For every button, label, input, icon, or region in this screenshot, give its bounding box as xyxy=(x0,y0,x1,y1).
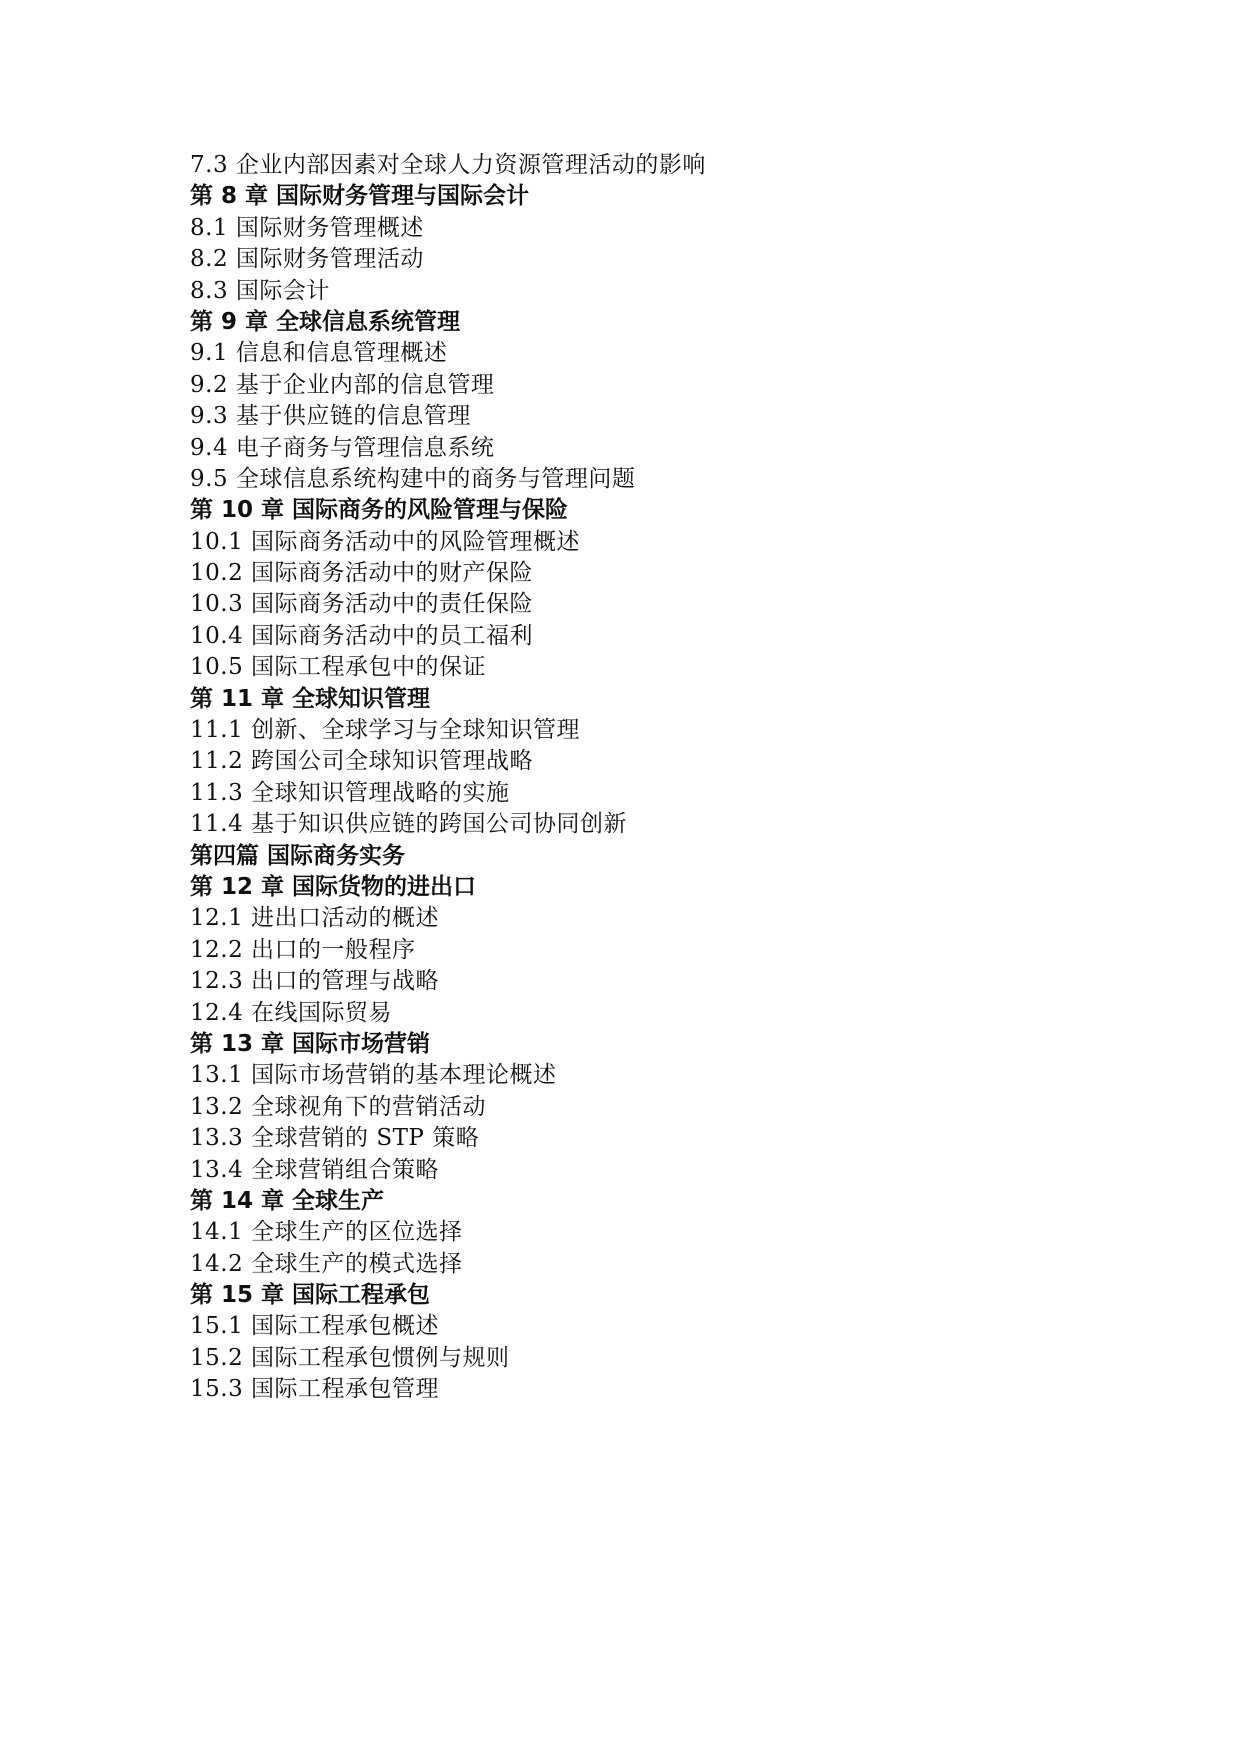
toc-heading: 第 14 章 全球生产 xyxy=(190,1187,385,1214)
toc-section-item: 13.3 全球营销的 STP 策略 xyxy=(190,1125,480,1152)
table-of-contents xyxy=(190,150,1090,1406)
toc-section-item: 15.3 国际工程承包管理 xyxy=(190,1376,440,1403)
toc-heading: 第 12 章 国际货物的进出口 xyxy=(190,873,477,900)
toc-heading: 第 15 章 国际工程承包 xyxy=(190,1282,431,1309)
toc-section-item: 8.1 国际财务管理概述 xyxy=(190,214,424,241)
toc-section-item: 15.2 国际工程承包惯例与规则 xyxy=(190,1344,510,1371)
toc-section-item: 9.4 电子商务与管理信息系统 xyxy=(190,434,495,461)
toc-section-item: 14.2 全球生产的模式选择 xyxy=(190,1250,463,1277)
toc-section-item: 13.1 国际市场营销的基本理论概述 xyxy=(190,1062,557,1089)
toc-heading: 第 11 章 全球知识管理 xyxy=(190,685,431,712)
toc-section-item: 7.3 企业内部因素对全球人力资源管理活动的影响 xyxy=(190,152,706,178)
toc-section-item: 12.2 出口的一般程序 xyxy=(190,936,416,963)
toc-section-item: 8.2 国际财务管理活动 xyxy=(190,246,424,273)
toc-section-item: 10.5 国际工程承包中的保证 xyxy=(190,654,487,681)
toc-section-item: 12.3 出口的管理与战略 xyxy=(190,968,440,995)
toc-section-item: 9.3 基于供应链的信息管理 xyxy=(190,403,471,430)
toc-section-item: 14.1 全球生产的区位选择 xyxy=(190,1219,463,1246)
toc-section-item: 11.4 基于知识供应链的跨国公司协同创新 xyxy=(190,811,628,838)
toc-section-item: 10.2 国际商务活动中的财产保险 xyxy=(190,560,534,587)
toc-section-item: 9.5 全球信息系统构建中的商务与管理问题 xyxy=(190,465,636,492)
toc-section-item: 10.4 国际商务活动中的员工福利 xyxy=(190,622,534,649)
toc-section-item: 15.1 国际工程承包概述 xyxy=(190,1313,440,1340)
toc-section-item: 11.2 跨国公司全球知识管理战略 xyxy=(190,748,534,775)
toc-heading: 第 10 章 国际商务的风险管理与保险 xyxy=(190,497,569,524)
toc-section-item: 9.1 信息和信息管理概述 xyxy=(190,340,448,367)
toc-heading: 第 9 章 全球信息系统管理 xyxy=(190,308,461,335)
toc-heading: 第四篇 国际商务实务 xyxy=(190,842,406,869)
toc-section-item: 13.4 全球营销组合策略 xyxy=(190,1156,440,1183)
toc-section-item: 8.3 国际会计 xyxy=(190,277,330,304)
toc-section-item: 11.1 创新、全球学习与全球知识管理 xyxy=(190,717,581,744)
toc-section-item: 9.2 基于企业内部的信息管理 xyxy=(190,371,495,398)
toc-section-item: 10.3 国际商务活动中的责任保险 xyxy=(190,591,534,618)
toc-section-item: 13.2 全球视角下的营销活动 xyxy=(190,1093,487,1120)
toc-section-item: 11.3 全球知识管理战略的实施 xyxy=(190,779,510,806)
toc-section-item: 12.4 在线国际贸易 xyxy=(190,999,393,1026)
toc-section-item: 12.1 进出口活动的概述 xyxy=(190,905,440,932)
toc-heading: 第 13 章 国际市场营销 xyxy=(190,1030,431,1057)
toc-section-item: 10.1 国际商务活动中的风险管理概述 xyxy=(190,528,581,555)
toc-heading: 第 8 章 国际财务管理与国际会计 xyxy=(190,183,530,210)
